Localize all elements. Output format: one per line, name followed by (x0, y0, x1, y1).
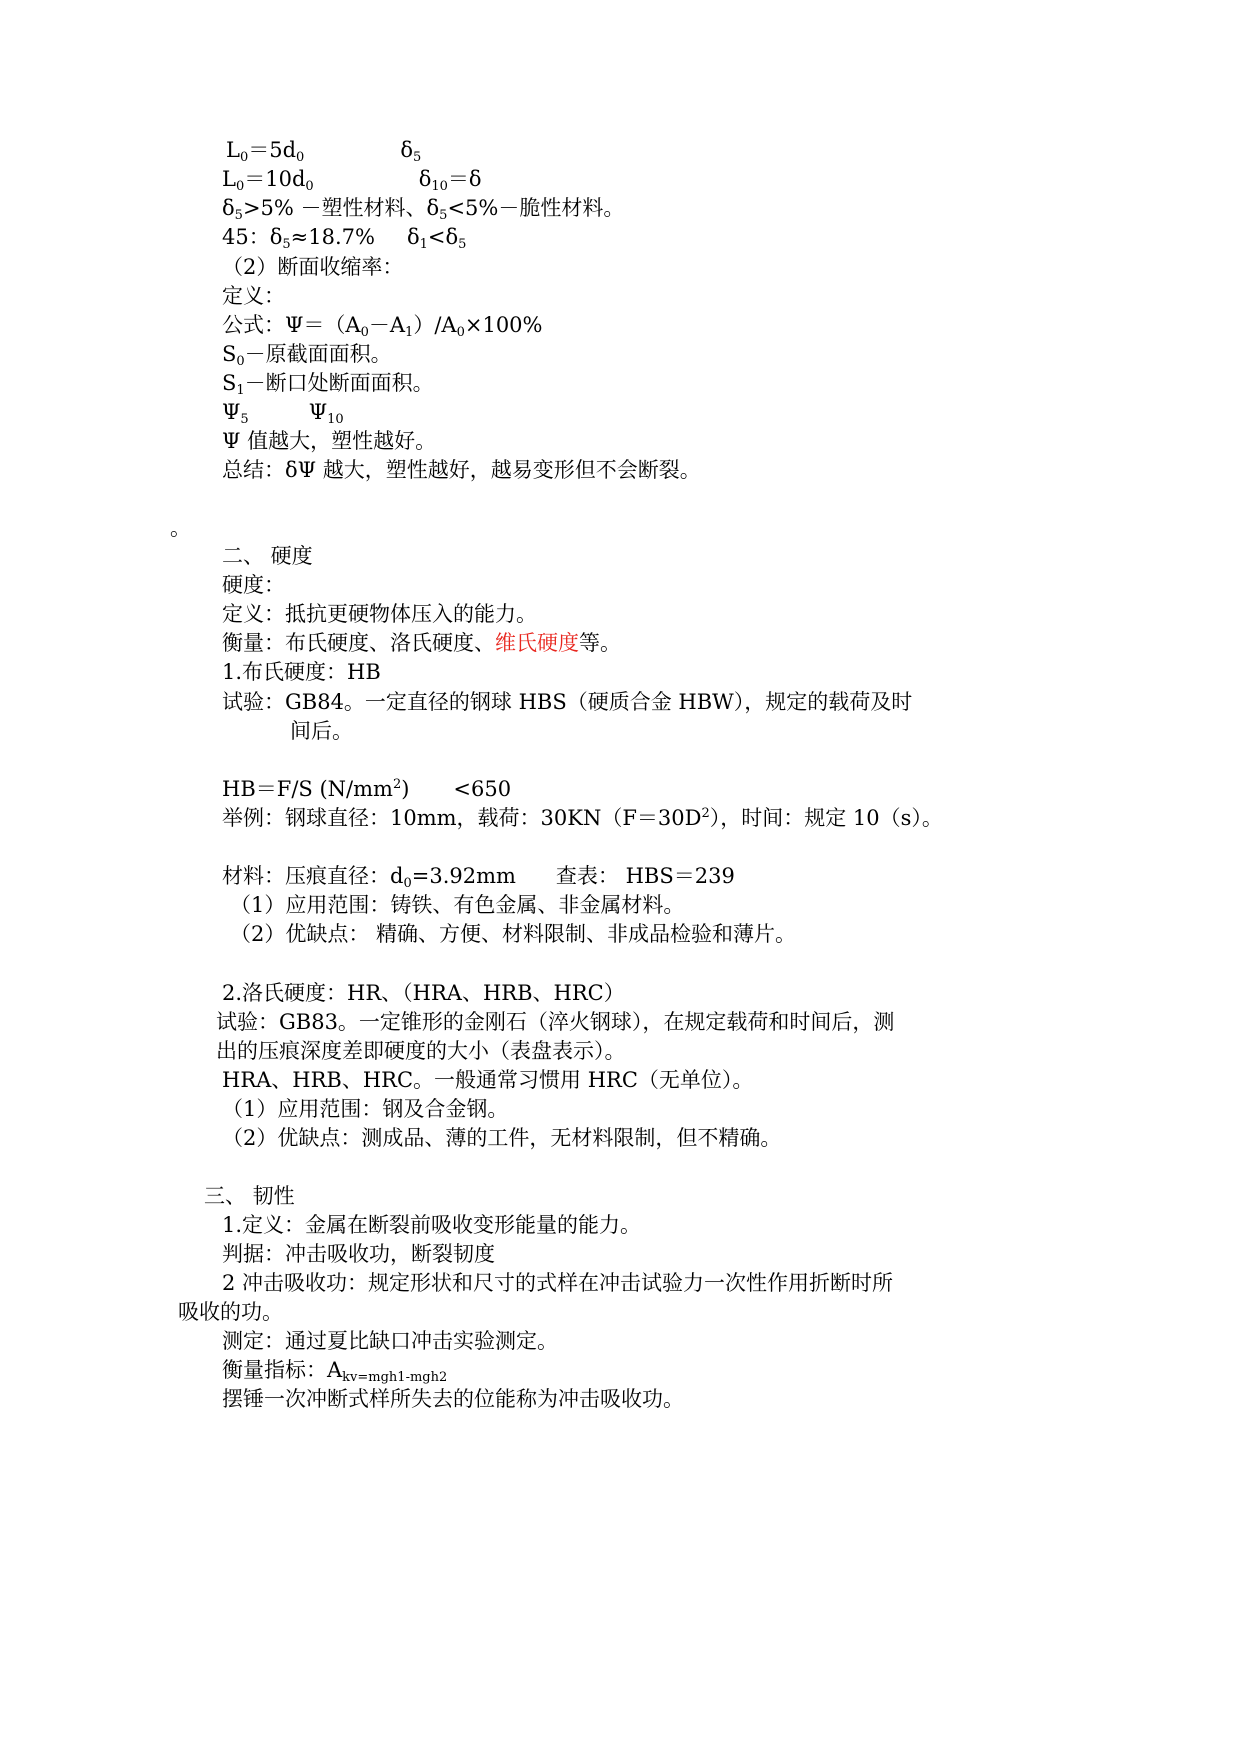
rockwell-test-line2: 出的压痕深度差即硬度的大小（表盘表示）。 (216, 1039, 626, 1063)
toughness-explain: 摆锤一次冲断式样所失去的位能称为冲击吸收功。 (222, 1387, 684, 1411)
toughness-definition: 1.定义：金属在断裂前吸收变形能量的能力。 (222, 1213, 642, 1237)
brinell-formula: HB＝F/S $(N/mm^2) <650$ (222, 777, 512, 801)
brinell-example: 举例：钢球直径：10mm，载荷：$30KN(F=30D^2)$，时间：规定 10（s）。 (222, 806, 943, 830)
reduction-heading: （2）断面收缩率： (222, 255, 404, 279)
toughness-measurement: 测定：通过夏比缺口冲击实验测定。 (222, 1329, 558, 1353)
reduction-summary: 总结：δΨ 越大，塑性越好，越易变形但不会断裂。 (222, 458, 701, 482)
rockwell-pros: （2）优缺点：测成品、薄的工件，无材料限制，但不精确。 (222, 1126, 782, 1150)
reduction-s0: $S_0-$原截面面积。 (222, 342, 392, 369)
impact-line2: 吸收的功。 (178, 1300, 283, 1324)
elongation-line-4: 45：$\delta_5\approx 18.7\%$ $\delta_1<\delta_5$ (222, 225, 467, 252)
hardness-label: 硬度： (222, 573, 285, 597)
hardness-measure: 衡量：布氏硬度、洛氏硬度、维氏硬度等。 (222, 631, 621, 655)
hardness-definition: 定义：抵抗更硬物体压入的能力。 (222, 602, 537, 626)
rockwell-scales: HRA、HRB、HRC。一般通常习惯用 HRC（无单位）。 (222, 1068, 754, 1092)
reduction-formula: 公式：$\Psi=(A_0-A_1)/A_0\times 100\%$ (222, 313, 543, 340)
stray-mark: 。 (170, 516, 191, 540)
brinell-range: （1）应用范围：铸铁、有色金属、非金属材料。 (230, 893, 685, 917)
reduction-psi: $\Psi_5$ $\Psi_{10}$ (222, 400, 344, 427)
toughness-index: 衡量指标：$A_{kv=mgh1-mgh2}$ (222, 1358, 448, 1385)
brinell-test-line2: 间后。 (290, 719, 353, 743)
impact-line1: 2 冲击吸收功：规定形状和尺寸的式样在冲击试验力一次性作用折断时所 (222, 1271, 894, 1295)
hardness-measure-highlight: 维氏硬度 (495, 631, 579, 655)
brinell-test-line1: 试验：GB84。一定直径的钢球 HBS（硬质合金 HBW），规定的载荷及时 (222, 690, 913, 714)
brinell-pros: （2）优缺点： 精确、方便、材料限制、非成品检验和薄片。 (230, 922, 797, 946)
rockwell-title: 2.洛氏硬度：HR、（HRA、HRB、HRC） (222, 981, 625, 1005)
toughness-heading: 三、 韧性 (204, 1184, 295, 1208)
rockwell-range: （1）应用范围：钢及合金钢。 (222, 1097, 509, 1121)
brinell-material: 材料：压痕直径：$d_0=3.92mm$ 查表： HBS＝239 (222, 864, 735, 891)
toughness-criteria: 判据：冲击吸收功，断裂韧度 (222, 1242, 495, 1266)
elongation-line-2: $L_0=10d_0$ $\delta_{10}=\delta$ (222, 167, 482, 194)
reduction-s1: $S_1-$断口处断面面积。 (222, 371, 434, 398)
brinell-title: 1.布氏硬度：HB (222, 660, 381, 684)
hardness-heading: 二、 硬度 (222, 544, 313, 568)
elongation-line-1: $L_0=5d_0$ $\delta_5$ (226, 138, 422, 165)
reduction-definition: 定义： (222, 284, 285, 308)
elongation-line-3: $\delta_5>5\%$ －塑性材料、$\delta_5<5\%-$脆性材料。 (222, 196, 625, 223)
reduction-note: Ψ 值越大，塑性越好。 (222, 429, 437, 453)
rockwell-test-line1: 试验：GB83。一定锥形的金刚石（淬火钢球），在规定载荷和时间后，测 (216, 1010, 895, 1034)
